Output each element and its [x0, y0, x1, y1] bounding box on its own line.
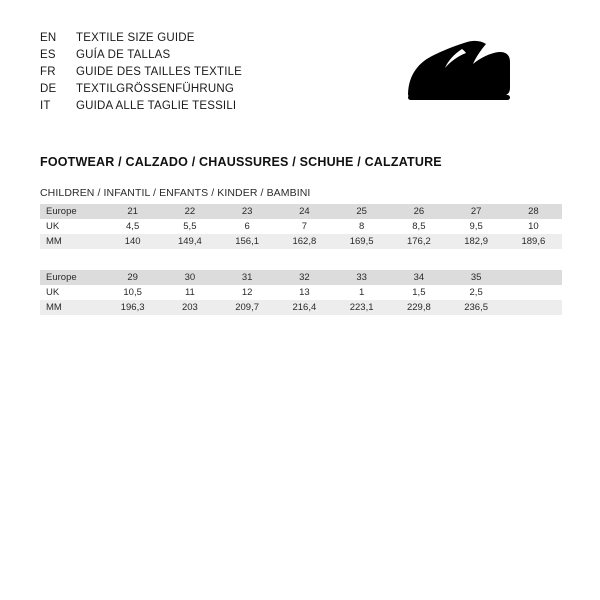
- table-cell: 236,5: [464, 302, 489, 313]
- table-cell: 8: [358, 221, 365, 232]
- table-cell: 203: [181, 302, 198, 313]
- table-cell: 156,1: [235, 236, 260, 247]
- section-title: FOOTWEAR / CALZADO / CHAUSSURES / SCHUHE / CALZATURE: [40, 155, 442, 169]
- table-cell: 169,5: [349, 236, 374, 247]
- language-list: [40, 32, 370, 117]
- table-cell: 29: [127, 272, 138, 283]
- table-cell: 196,3: [120, 302, 145, 313]
- language-row-it: [40, 100, 370, 117]
- table-cell: 5,5: [183, 221, 197, 232]
- language-row-es: [40, 49, 370, 66]
- table-cell: 7: [301, 221, 308, 232]
- table-cell: 182,9: [464, 236, 489, 247]
- table-cell: 21: [127, 206, 138, 217]
- table-cell: 32: [299, 272, 310, 283]
- language-code: EN: [40, 32, 57, 44]
- table-cell: 23: [241, 206, 253, 217]
- table-cell-empty: [505, 270, 562, 285]
- table-cell: 13: [299, 287, 310, 298]
- table-cell: 11: [184, 287, 195, 298]
- table-cell: 4,5: [126, 221, 140, 232]
- table-cell: 10: [528, 221, 539, 232]
- language-code: DE: [40, 83, 57, 95]
- language-code: IT: [40, 100, 51, 112]
- table-cell: 25: [356, 206, 367, 217]
- language-title: GUIDE DES TAILLES TEXTILE: [76, 66, 243, 78]
- table-cell: 176,2: [406, 236, 431, 247]
- table-cell: 2,5: [469, 287, 483, 298]
- language-row-fr: [40, 66, 370, 83]
- table-cell: 22: [184, 206, 196, 217]
- table-cell: 28: [528, 206, 539, 217]
- size-table-first: [40, 204, 562, 249]
- row-label: Europe: [46, 272, 77, 283]
- language-title: GUÍA DE TALLAS: [76, 49, 171, 61]
- table-cell: 26: [413, 206, 425, 217]
- row-label: UK: [46, 221, 60, 232]
- language-title: TEXTILGRÖSSENFÜHRUNG: [76, 83, 234, 95]
- row-label: Europe: [46, 206, 77, 217]
- table-row: [40, 285, 562, 300]
- table-cell: 27: [470, 206, 482, 217]
- table-cell: 223,1: [349, 302, 374, 313]
- table-cell: 35: [470, 272, 482, 283]
- table-cell: 140: [124, 236, 141, 247]
- table-cell: 189,6: [521, 236, 546, 247]
- table-cell: 229,8: [406, 302, 431, 313]
- table-cell-empty: [505, 285, 562, 300]
- table-cell: 9,5: [469, 221, 483, 232]
- section-subtitle: CHILDREN / INFANTIL / ENFANTS / KINDER / BAMBINI: [40, 187, 311, 199]
- table-cell: 34: [413, 272, 425, 283]
- language-title: TEXTILE SIZE GUIDE: [76, 32, 195, 44]
- language-row-en: [40, 32, 370, 49]
- table-row: [40, 219, 562, 234]
- language-title: GUIDA ALLE TAGLIE TESSILI: [76, 100, 237, 112]
- table-cell: 6: [244, 221, 250, 232]
- size-table-second: [40, 270, 562, 315]
- table-cell: 1: [358, 287, 365, 298]
- language-row-de: [40, 83, 370, 100]
- table-cell: 10,5: [123, 287, 142, 298]
- table-row: [40, 300, 562, 315]
- table-row: [40, 234, 562, 249]
- table-cell: 149,4: [177, 236, 202, 247]
- table-cell: 216,4: [292, 302, 317, 313]
- row-label: MM: [46, 236, 62, 247]
- table-cell: 12: [241, 287, 253, 298]
- language-code: FR: [40, 66, 56, 78]
- table-cell: 8,5: [412, 221, 426, 232]
- table-cell-empty: [505, 300, 562, 315]
- table-cell: 162,8: [292, 236, 317, 247]
- table-cell: 1,5: [412, 287, 426, 298]
- table-cell: 33: [356, 272, 367, 283]
- language-code: ES: [40, 49, 56, 61]
- shoe-icon: [402, 38, 512, 104]
- table-row: [40, 204, 562, 219]
- table-cell: 31: [241, 272, 253, 283]
- table-row: [40, 270, 562, 285]
- row-label: MM: [46, 302, 62, 313]
- row-label: UK: [46, 287, 60, 298]
- table-cell: 30: [184, 272, 196, 283]
- table-cell: 24: [299, 206, 310, 217]
- table-cell: 209,7: [235, 302, 260, 313]
